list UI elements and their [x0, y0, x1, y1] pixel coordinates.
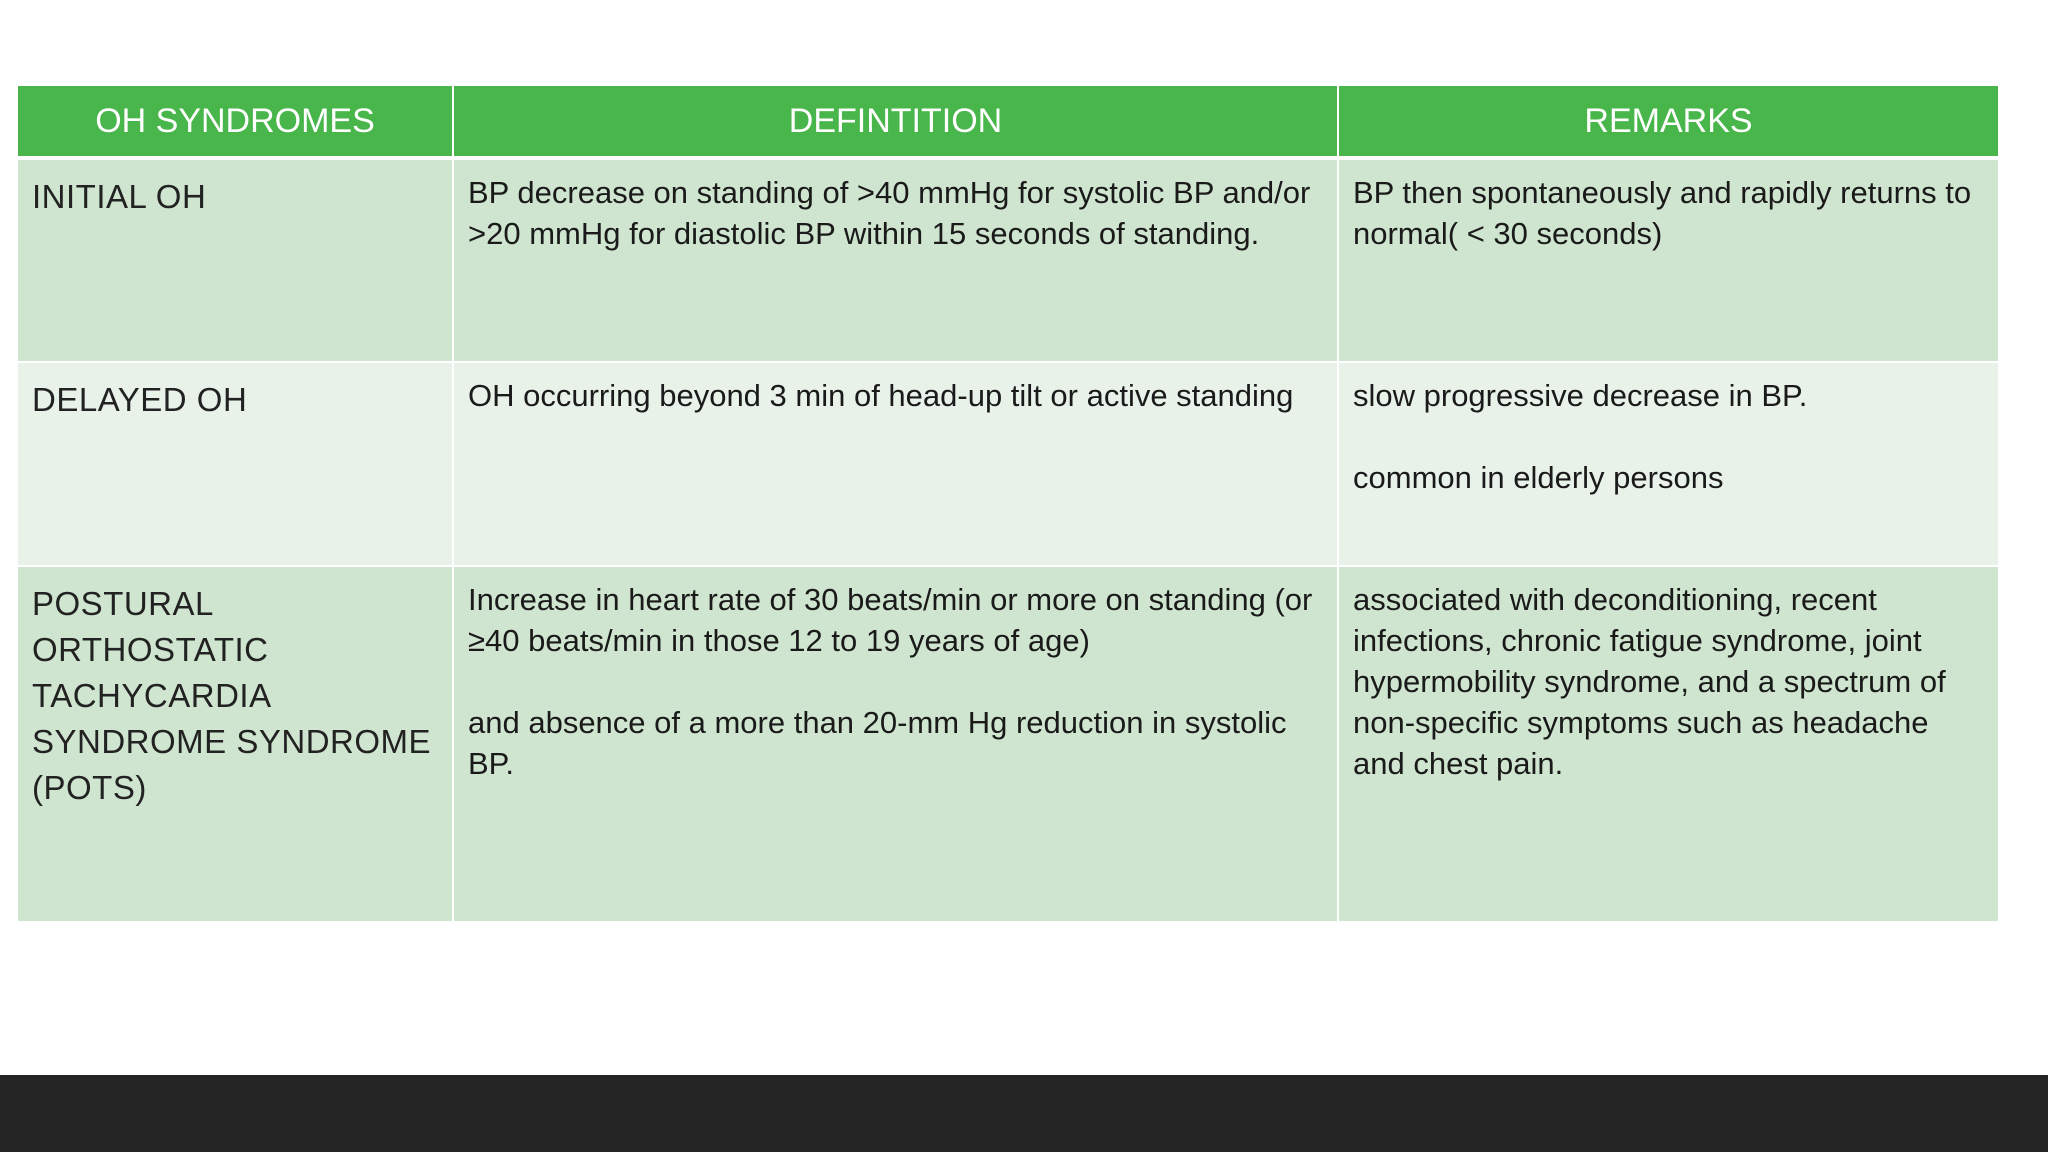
- definition-text: Increase in heart rate of 30 beats/min or more on standing (or ≥40 beats/min in those 12 to 19 years of age): [468, 582, 1313, 658]
- paragraph-gap: [468, 661, 1323, 702]
- definition-text: and absence of a more than 20-mm Hg reduction in systolic BP.: [468, 705, 1287, 781]
- remarks-cell: [1338, 362, 1998, 566]
- remarks-cell: [1338, 158, 1998, 362]
- definition-cell: [453, 566, 1338, 922]
- table-row: [18, 362, 1998, 566]
- definition-cell: [453, 362, 1338, 566]
- syndrome-cell: POSTURAL ORTHOSTATIC TACHYCARDIA SYNDROME SYNDROME (POTS): [18, 566, 453, 922]
- table-row: [18, 566, 1998, 922]
- definition-text: BP decrease on standing of >40 mmHg for systolic BP and/or >20 mmHg for diastolic BP within 15 seconds of standing.: [468, 175, 1311, 251]
- definition-cell: [453, 158, 1338, 362]
- oh-syndromes-table: [18, 86, 1998, 923]
- footer-bar: [0, 1075, 2048, 1152]
- remarks-text: associated with deconditioning, recent infections, chronic fatigue syndrome, joint hypermobility syndrome, and a spectrum of non-specific symptoms such as headache and chest pain.: [1353, 582, 1946, 781]
- header-remarks: REMARKS: [1338, 86, 1998, 158]
- syndrome-cell: INITIAL OH: [18, 158, 453, 362]
- table-header-row: [18, 86, 1998, 158]
- remarks-text: slow progressive decrease in BP.: [1353, 378, 1808, 413]
- remarks-text: common in elderly persons: [1353, 460, 1724, 495]
- table-row: [18, 158, 1998, 362]
- definition-text: OH occurring beyond 3 min of head-up tilt or active standing: [468, 378, 1294, 413]
- syndrome-cell: DELAYED OH: [18, 362, 453, 566]
- paragraph-gap: [1353, 416, 1984, 457]
- remarks-cell: [1338, 566, 1998, 922]
- header-oh-syndromes: OH SYNDROMES: [18, 86, 453, 158]
- header-definition: DEFINTITION: [453, 86, 1338, 158]
- remarks-text: BP then spontaneously and rapidly returns to normal( < 30 seconds): [1353, 175, 1972, 251]
